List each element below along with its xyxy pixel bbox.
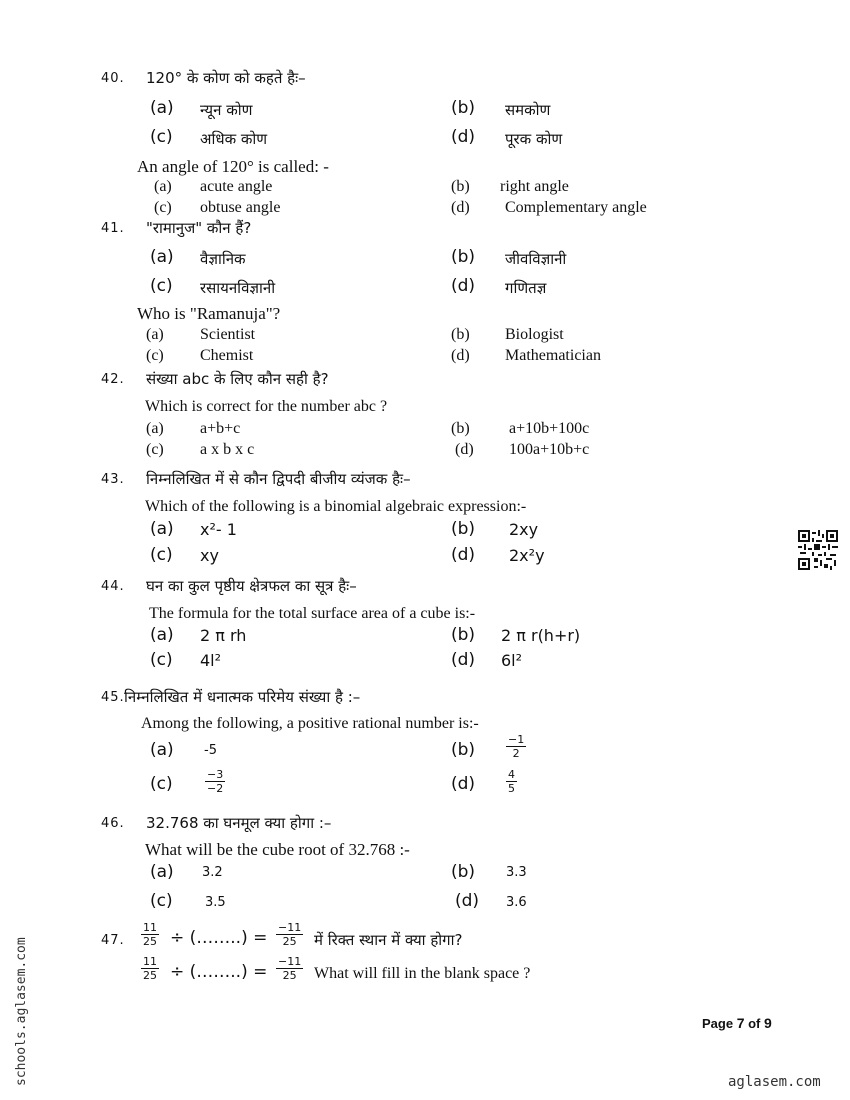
question-text-english: Who is "Ramanuja"? [137, 304, 281, 323]
option-text: acute angle [200, 178, 273, 195]
option-label: (c) [150, 774, 173, 794]
question-text-hindi: घन का कुल पृष्ठीय क्षेत्रफल का सूत्र हैः– [146, 577, 357, 595]
option-text: 6l² [501, 651, 523, 670]
blank-expression: ÷ (……..) = [170, 962, 268, 982]
option-text: 2x²y [509, 546, 545, 565]
question-text-hindi: 120° के कोण को कहते हैः– [146, 69, 306, 87]
option-label: (b) [451, 740, 476, 760]
option-label: (b) [451, 420, 470, 437]
question-text-english: An angle of 120° is called: - [137, 157, 329, 176]
page-total: 9 [763, 1015, 772, 1031]
option-label: (d) [451, 127, 476, 147]
question-number: 41. [101, 221, 125, 236]
option-text: 3.2 [202, 865, 223, 880]
option-text: 2xy [509, 520, 539, 539]
option-label: (c) [150, 545, 173, 565]
option-label: (a) [150, 98, 174, 118]
option-text: a+b+c [200, 420, 241, 437]
question-number: 40. [101, 71, 125, 86]
option-label: (c) [146, 347, 164, 364]
option-label: (d) [451, 774, 476, 794]
option-text: -5 [204, 743, 217, 758]
blank-expression: ÷ (……..) = [170, 928, 268, 948]
option-label: (d) [455, 441, 474, 458]
option-label: (c) [150, 891, 173, 911]
fraction [506, 733, 526, 760]
option-label: (a) [146, 326, 164, 343]
option-label: (a) [150, 740, 174, 760]
option-label: (b) [451, 326, 470, 343]
option-text: गणितज्ञ [505, 279, 547, 297]
option-text: 2 π rh [200, 626, 247, 645]
fraction-numerator: 11 [143, 955, 157, 968]
option-label: (c) [150, 127, 173, 147]
fraction-denominator: 5 [508, 782, 515, 795]
option-text: obtuse angle [200, 199, 281, 216]
option-label: (d) [451, 545, 476, 565]
fraction [141, 921, 159, 948]
fraction-denominator: 2 [512, 747, 520, 760]
option-text: xy [200, 546, 219, 565]
question-text-english: What will be the cube root of 32.768 :- [145, 840, 410, 859]
option-text: a x b x c [200, 441, 255, 458]
option-label: (c) [154, 199, 172, 216]
question-text-hindi: 32.768 का घनमूल क्या होगा :– [146, 814, 332, 832]
option-text: Chemist [200, 347, 254, 364]
fraction-denominator: 25 [143, 969, 157, 982]
question-text-hindi: संख्या abc के लिए कौन सही है? [146, 370, 329, 388]
option-text: x²- 1 [200, 520, 237, 539]
option-label: (b) [451, 178, 470, 195]
page-current: 7 [736, 1015, 745, 1031]
option-label: (d) [455, 891, 480, 911]
fraction [276, 921, 303, 948]
question-text-english: Which is correct for the number abc ? [145, 398, 388, 415]
option-text: Mathematician [505, 347, 601, 364]
question-number: 44. [101, 579, 125, 594]
option-label: (b) [451, 625, 476, 645]
fraction-numerator: 4 [508, 768, 515, 781]
option-label: (b) [451, 247, 476, 267]
option-label: (a) [150, 625, 174, 645]
page-mid: of [744, 1016, 764, 1031]
question-number: 47. [101, 933, 125, 948]
option-text: a+10b+100c [509, 420, 590, 437]
option-label: (b) [451, 98, 476, 118]
question-text-hindi: "रामानुज" कौन हैं? [146, 219, 252, 237]
question-text-english: The formula for the total surface area of a cube is:- [149, 605, 476, 622]
page-prefix: Page [702, 1016, 737, 1031]
fraction-denominator: 25 [143, 935, 157, 948]
option-label: (c) [150, 650, 173, 670]
question-number: 46. [101, 816, 125, 831]
option-label: (d) [451, 650, 476, 670]
option-label: (a) [146, 420, 164, 437]
option-text: समकोण [505, 101, 551, 119]
question-text-hindi: में रिक्त स्थान में क्या होगा? [314, 931, 463, 949]
option-text: पूरक कोण [505, 130, 563, 148]
fraction-numerator: −3 [207, 768, 224, 781]
option-label: (a) [150, 519, 174, 539]
option-text: 3.3 [506, 865, 527, 880]
fraction [141, 955, 159, 982]
fraction [506, 768, 517, 795]
site-watermark: aglasem.com [728, 1074, 821, 1090]
option-text: Complementary angle [505, 199, 647, 216]
fraction-numerator: −11 [278, 955, 302, 968]
question-text-hindi: निम्नलिखित में धनात्मक परिमेय संख्या है :– [124, 688, 361, 706]
option-text: right angle [500, 178, 569, 195]
fraction-denominator: 25 [282, 969, 297, 982]
fraction-numerator: 11 [143, 921, 157, 934]
option-label: (c) [146, 441, 164, 458]
option-text: 3.6 [506, 895, 527, 910]
side-url-watermark: schools.aglasem.com [14, 937, 29, 1086]
option-text: अधिक कोण [200, 130, 268, 148]
fraction [276, 955, 303, 982]
option-label: (d) [451, 199, 470, 216]
option-label: (d) [451, 276, 476, 296]
fraction-denominator: 25 [282, 935, 297, 948]
option-label: (b) [451, 862, 476, 882]
option-text: 4l² [200, 651, 222, 670]
question-number: 42. [101, 372, 125, 387]
option-label: (a) [150, 862, 174, 882]
question-number: 45. [101, 690, 125, 705]
option-label: (d) [451, 347, 470, 364]
option-text: वैज्ञानिक [200, 250, 246, 268]
option-text: जीवविज्ञानी [505, 250, 567, 268]
option-label: (c) [150, 276, 173, 296]
question-text-english: Which of the following is a binomial algebraic expression:- [145, 498, 527, 515]
fraction-denominator: −2 [207, 782, 224, 795]
option-text: 3.5 [205, 895, 226, 910]
option-label: (a) [154, 178, 172, 195]
option-label: (a) [150, 247, 174, 267]
option-text: 100a+10b+c [509, 441, 590, 458]
option-text: 2 π r(h+r) [501, 626, 581, 645]
option-text: Scientist [200, 326, 256, 343]
fraction-numerator: −1 [508, 733, 525, 746]
question-text-english: Among the following, a positive rational number is:- [141, 715, 479, 732]
option-label: (b) [451, 519, 476, 539]
option-text: रसायनविज्ञानी [200, 279, 276, 297]
question-text-hindi: निम्नलिखित में से कौन द्विपदी बीजीय व्यंजक हैः– [146, 470, 411, 488]
option-text: Biologist [505, 326, 564, 343]
question-number: 43. [101, 472, 125, 487]
option-text: न्यून कोण [200, 101, 253, 119]
question-text-english: What will fill in the blank space ? [314, 965, 531, 982]
fraction [205, 768, 225, 795]
fraction-numerator: −11 [278, 921, 302, 934]
qr-code-icon [798, 530, 838, 570]
page-number [702, 1015, 772, 1031]
